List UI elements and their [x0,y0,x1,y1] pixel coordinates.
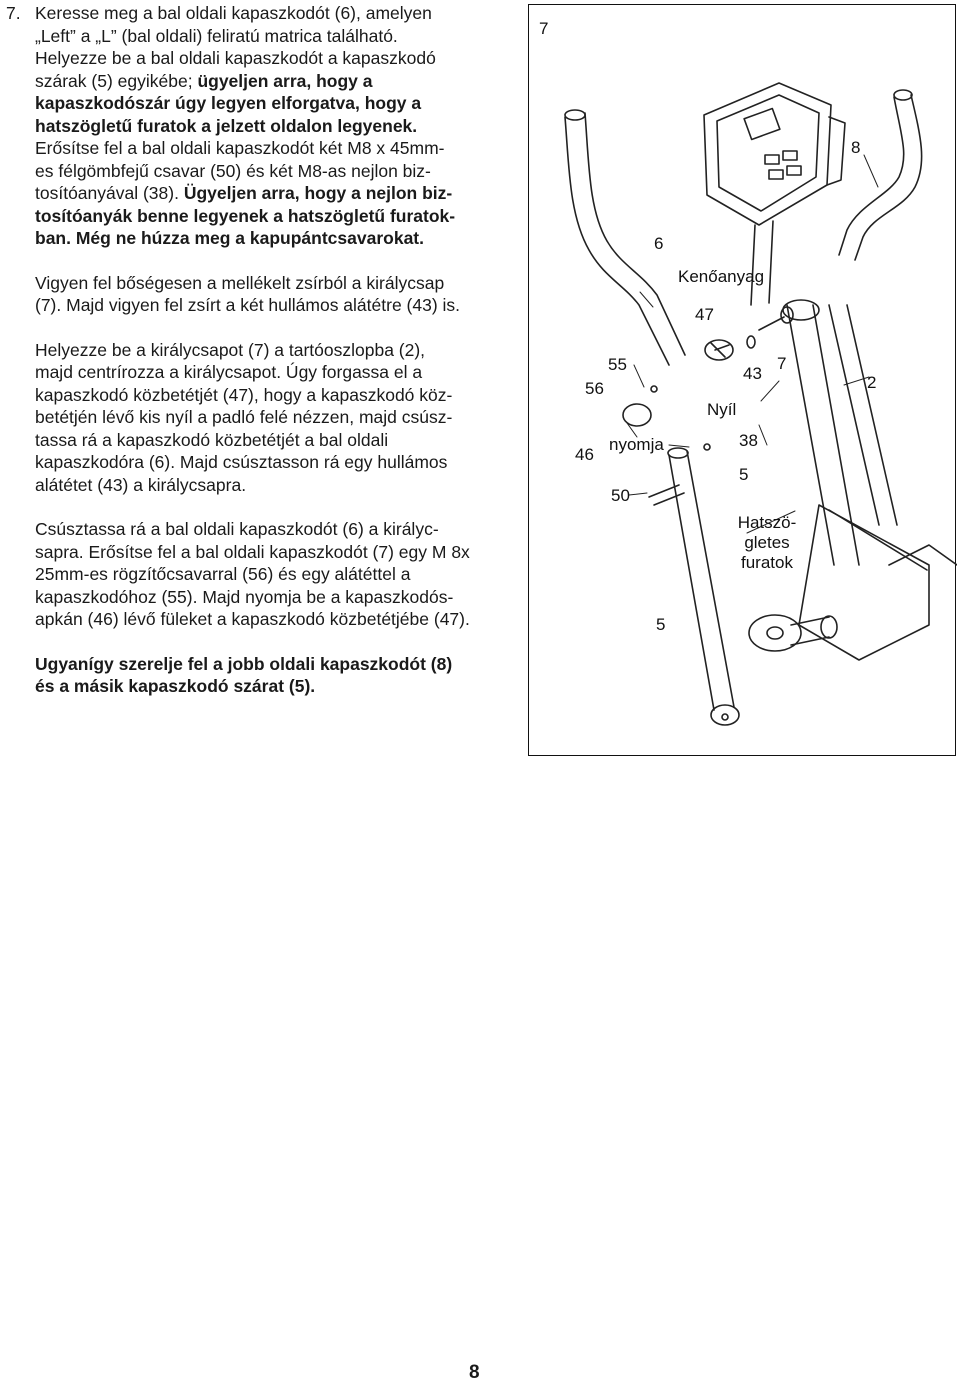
callout-46: 46 [575,445,594,464]
callout-hex-holes-1: Hatszö- [737,513,797,532]
page-number: 8 [469,1362,480,1383]
text-line: kapaszkodó közbetétjét (47), hogy a kapaszkodó köz- [35,384,453,405]
text-line: majd centrírozza a királycsapot. Úgy forgassa el a [35,362,423,382]
callout-arrow: Nyíl [707,400,737,419]
paragraph-1 [35,2,505,250]
text-bold: Ügyeljen arra, hogy a nejlon biz- [183,183,453,203]
callout-38: 38 [739,431,758,450]
right-handlebar [839,97,904,255]
text-line: Helyezze be a bal oldali kapaszkodót a kapaszkodó [35,48,436,68]
callout-lubricant: Kenőanyag [678,267,765,286]
text-line-bold: Ugyanígy szerelje fel a jobb oldali kapaszkodót (8) [35,653,453,674]
text-line: alátétet (43) a királycsapra. [35,474,247,495]
callout-5-bottom: 5 [656,615,666,634]
callout-hex-holes-2: gletes [744,533,790,552]
text-line-bold: ban. Még ne húzza meg a kapupántcsavarokat. [35,228,424,248]
text-line: Keresse meg a bal oldali kapaszkodót (6), amelyen [35,3,432,23]
text-normal: szárak (5) egyikébe; [35,70,198,91]
text-line: apkán (46) lévő füleket a kapaszkodó közbetétjébe (47). [35,609,470,629]
text-line: sapra. Erősítse fel a bal oldali kapaszkodót (7) egy M 8x [35,541,470,562]
text-line: „Left” a „L” (bal oldali) feliratú matrica található. [35,25,398,46]
base-frame [799,505,929,660]
assembly-figure [528,4,956,756]
text-line: betétjén lévő kis nyíl a padló felé nézzen, majd csúsz- [35,407,453,427]
text-line: 25mm-es rögzítőcsavarral (56) és egy alátéttel a [35,564,411,584]
step-number: 7. [6,3,21,23]
callout-2: 2 [867,373,877,392]
paragraph-2 [35,272,505,317]
callout-50: 50 [611,486,630,505]
callout-43: 43 [743,364,762,383]
callout-7: 7 [539,19,549,38]
text-line: Helyezze be a királycsapot (7) a tartóoszlopba (2), [35,339,426,360]
callout-hex-holes-3: furatok [741,553,793,572]
left-lower-leg [669,451,734,710]
text-line: es félgömbfejű csavar (50) és két M8-as nejlon biz- [35,160,431,181]
paragraph-3 [35,339,505,497]
front-wheel [749,615,801,651]
text-line-bold: és a másik kapaszkodó szárat (5). [35,676,316,696]
text-line: kapaszkodóhoz (55). Majd nyomja be a kapaszkodós- [35,586,454,607]
text-line-bold: tosítóanyák benne legyenek a hatszögletű furatok- [35,205,456,226]
callout-56: 56 [585,379,604,398]
text-line: (7). Majd vigyen fel zsírt a két hullámos alátétre (43) is. [35,295,461,315]
callout-press: nyomja [609,435,664,454]
text-normal: tosítóanyával (38). [35,183,184,203]
callout-47: 47 [695,305,714,324]
paragraph-4 [35,518,505,631]
console-mast [751,221,773,305]
text-line: Erősítse fel a bal oldali kapaszkodót két M8 x 45mm- [35,138,445,158]
text-line: kapaszkodóra (6). Majd csúsztasson rá egy hullámos [35,452,448,472]
text-line: tassa rá a kapaszkodó közbetétjét a bal oldali [35,429,389,450]
callout-7-mid: 7 [777,354,787,373]
text-line: Csúsztassa rá a bal oldali kapaszkodót (6) a királyc- [35,519,439,539]
text-line [35,182,505,205]
callout-55: 55 [608,355,627,374]
text-line: Vigyen fel bőségesen a mellékelt zsírból a királycsap [35,272,445,293]
instructions [35,2,505,698]
callout-8: 8 [851,138,861,157]
text-line [35,70,505,93]
text-bold: ügyeljen arra, hogy a [197,70,373,91]
king-pin [759,317,784,330]
text-line-bold: hatszögletű furatok a jelzett oldalon legyenek. [35,115,418,136]
callout-5-mid: 5 [739,465,749,484]
text-line-bold: kapaszkodószár úgy legyen elforgatva, hogy a [35,93,422,113]
paragraph-5 [35,653,505,698]
console [704,83,845,225]
callout-6: 6 [654,234,664,253]
